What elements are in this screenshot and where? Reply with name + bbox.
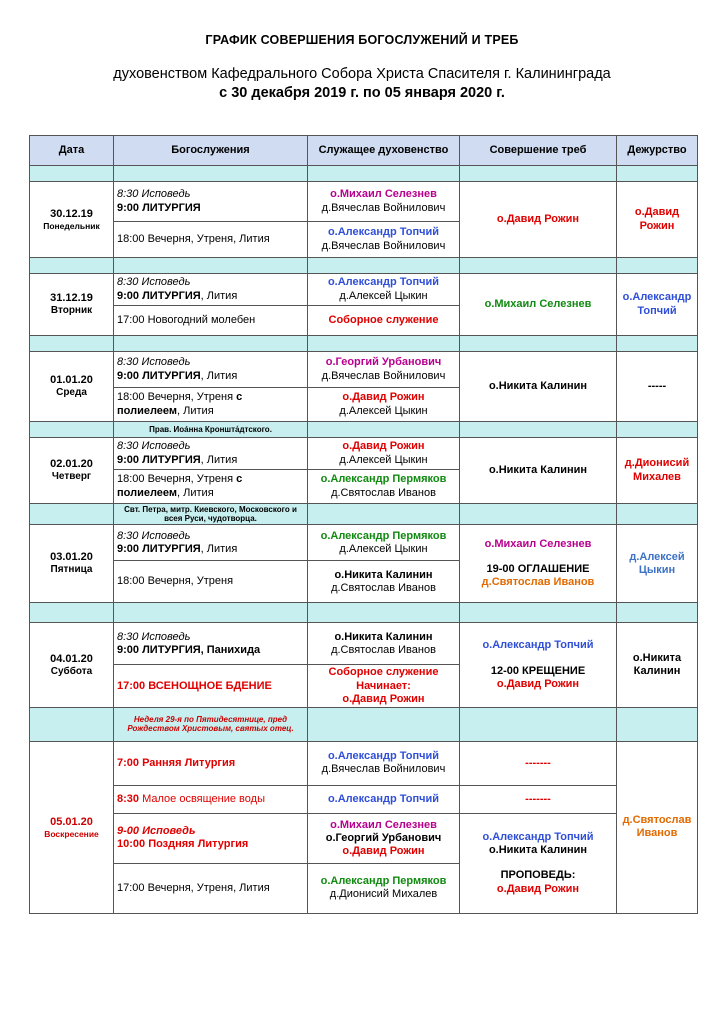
duty-cell: ----- — [617, 352, 698, 422]
col-duty-header: Дежурство — [617, 136, 698, 166]
treb-cell: о.Никита Калинин — [460, 438, 617, 504]
service-cell — [114, 438, 308, 470]
confession-time: 9-00 Исповедь — [117, 825, 196, 838]
confession-time: 8:30 Исповедь — [117, 356, 191, 369]
service-cell — [114, 741, 308, 785]
separator-row — [30, 504, 698, 525]
clergy-cell — [308, 623, 460, 665]
treb-priest: о.Александр Топчий — [482, 831, 594, 844]
separator-row — [30, 707, 698, 741]
treb-cell: о.Давид Рожин — [460, 182, 617, 258]
day-date-cell — [30, 623, 114, 708]
service-cell: 18:00 Вечерня, Утреня — [114, 561, 308, 603]
page-title: ГРАФИК СОВЕРШЕНИЯ БОГОСЛУЖЕНИЙ И ТРЕБ — [205, 33, 519, 47]
weekday: Воскресение — [44, 828, 99, 839]
day-row — [30, 785, 698, 813]
treb-cell: ------- — [460, 785, 617, 813]
clergy-cell: о.Александр Топчий — [308, 785, 460, 813]
treb-cell: ------- — [460, 741, 617, 785]
service-name: 9:00 ЛИТУРГИЯ — [117, 289, 201, 302]
date: 05.01.20 — [50, 815, 93, 828]
confession-time: 8:30 Исповедь — [117, 440, 191, 453]
deacon-name: д.Вячеслав Войнилович — [321, 763, 446, 776]
priest-name: о.Михаил Селезнев — [330, 818, 437, 831]
clergy-cell — [308, 274, 460, 306]
priest-name: о.Александр Пермяков — [320, 875, 447, 888]
priest-name: о.Александр Топчий — [327, 750, 440, 763]
service-name: 9:00 ЛИТУРГИЯ — [117, 453, 201, 466]
day-row — [30, 182, 698, 222]
date: 04.01.20 — [50, 652, 93, 665]
priest-name: о.Георгий Урбанович — [325, 831, 442, 844]
clergy-cell — [308, 182, 460, 222]
treb-officiant: о.Давид Рожин — [496, 677, 580, 690]
clergy-cell — [308, 470, 460, 504]
deacon-name: д.Алексей Цыкин — [339, 542, 428, 555]
service-text: 18:00 Вечерня, Утреня — [117, 391, 237, 404]
col-clergy-header: Служащее духовенство — [308, 136, 460, 166]
treb-cell — [460, 813, 617, 913]
clergy-cell — [308, 525, 460, 561]
service-line — [117, 290, 304, 303]
page-subtitle: духовенством Кафедрального Собора Христа Спасителя г. Калининграда — [113, 66, 611, 82]
confession-time: 8:30 Исповедь — [117, 188, 191, 201]
feast-note: Прав. Иоáнна Кроншта́дтского. — [114, 422, 308, 438]
header-row — [30, 136, 698, 166]
separator-row — [30, 422, 698, 438]
clergy-cell — [308, 352, 460, 388]
treb-cell: о.Михаил Селезнев — [460, 274, 617, 336]
treb-cell: о.Никита Калинин — [460, 352, 617, 422]
day-date-cell — [30, 525, 114, 603]
col-trebs-header: Совершение треб — [460, 136, 617, 166]
day-date-cell — [30, 741, 114, 913]
confession-time: 8:30 Исповедь — [117, 276, 191, 289]
weekday: Вторник — [50, 305, 93, 317]
clergy-cell — [308, 438, 460, 470]
separator-row — [30, 603, 698, 623]
service-cell: 18:00 Вечерня, Утреня, Лития — [114, 222, 308, 258]
service-cell: 17:00 Новогодний молебен — [114, 306, 308, 336]
duty-cell: о.Александр Топчий — [617, 274, 698, 336]
day-row — [30, 623, 698, 665]
service-name: 9:00 ЛИТУРГИЯ — [117, 201, 201, 214]
service-tail: , Лития — [200, 542, 238, 555]
service-cell — [114, 470, 308, 504]
service-cell — [114, 785, 308, 813]
service-tail: , Лития — [200, 453, 238, 466]
treb-priest: о.Михаил Селезнев — [484, 538, 592, 551]
priest-name: о.Александр Пермяков — [320, 473, 447, 486]
clergy-cell — [308, 863, 460, 913]
sermon-label: ПРОПОВЕДЬ: — [500, 869, 576, 882]
treb-deacon: д.Святослав Иванов — [481, 576, 595, 589]
service-name: 9:00 ЛИТУРГИЯ — [117, 542, 201, 555]
sermon-preacher: о.Давид Рожин — [496, 882, 580, 895]
service-name: Малое освящение воды — [139, 792, 265, 805]
priest-name: о.Георгий Урбанович — [325, 356, 442, 369]
treb-priest: о.Александр Топчий — [482, 639, 594, 652]
clergy-cell — [308, 665, 460, 708]
deacon-name: д.Вячеслав Войнилович — [321, 369, 446, 382]
priest-name: о.Давид Рожин — [342, 391, 425, 404]
service-name: 9:00 ЛИТУРГИЯ — [117, 369, 201, 382]
clergy-cell — [308, 222, 460, 258]
service-cell — [114, 352, 308, 388]
confession-time: 8:30 Исповедь — [117, 529, 191, 542]
service-name: 9:00 ЛИТУРГИЯ, Панихида — [117, 643, 261, 656]
weekday: Суббота — [50, 665, 93, 677]
date: 31.12.19 — [50, 291, 93, 304]
duty-cell: д.Алексей Цыкин — [617, 525, 698, 603]
service-cell — [114, 274, 308, 306]
separator-row — [30, 336, 698, 352]
treb-event: 19-00 ОГЛАШЕНИЕ — [486, 563, 590, 576]
duty-cell: д.Святослав Иванов — [617, 741, 698, 913]
treb-priest: о.Никита Калинин — [488, 844, 588, 857]
separator-row — [30, 258, 698, 274]
deacon-name: д.Вячеслав Войнилович — [321, 239, 446, 252]
service-line — [117, 454, 304, 467]
treb-event: 12-00 КРЕЩЕНИЕ — [490, 664, 586, 677]
day-row — [30, 525, 698, 561]
day-row — [30, 813, 698, 863]
weekday: Четверг — [51, 471, 92, 483]
day-row — [30, 438, 698, 470]
deacon-name: д.Вячеслав Войнилович — [321, 201, 446, 214]
weekday: Пятница — [50, 564, 93, 576]
clergy-line: о.Давид Рожин — [342, 692, 425, 705]
service-tail: , Лития — [200, 289, 238, 302]
date: 02.01.20 — [50, 457, 93, 470]
clergy-cell: Соборное служение — [308, 306, 460, 336]
service-cell — [114, 813, 308, 863]
service-cell: 17:00 ВСЕНОЩНОЕ БДЕНИЕ — [114, 665, 308, 708]
duty-cell: д.Дионисий Михалев — [617, 438, 698, 504]
weekday: Понедельник — [43, 221, 100, 231]
service-cell — [114, 388, 308, 422]
day-date-cell — [30, 352, 114, 422]
deacon-name: д.Алексей Цыкин — [339, 404, 428, 417]
day-date-cell — [30, 274, 114, 336]
clergy-cell — [308, 561, 460, 603]
day-row — [30, 274, 698, 306]
deacon-name: д.Дионисий Михалев — [329, 888, 438, 901]
service-bold: с полиелеем — [117, 473, 243, 499]
service-cell — [114, 623, 308, 665]
service-tail: , Лития — [200, 369, 238, 382]
service-tail: , Лития — [177, 404, 214, 417]
clergy-cell — [308, 388, 460, 422]
priest-name: о.Александр Топчий — [327, 226, 440, 239]
service-bold: с полиелеем — [117, 391, 243, 417]
service-time: 8:30 — [117, 792, 140, 805]
page-period: с 30 декабря 2019 г. по 05 января 2020 г. — [219, 85, 505, 101]
col-date-header: Дата — [30, 136, 114, 166]
date: 30.12.19 — [50, 207, 93, 220]
col-services-header: Богослужения — [114, 136, 308, 166]
duty-cell: о.Никита Калинин — [617, 623, 698, 708]
service-tail: , Лития — [177, 486, 214, 499]
priest-name: о.Давид Рожин — [342, 440, 425, 453]
day-row — [30, 352, 698, 388]
schedule-table — [29, 135, 698, 914]
day-date-cell — [30, 438, 114, 504]
clergy-cell — [308, 813, 460, 863]
feast-note: Неделя 29-я по Пятидесятнице, пред Рождеством Христовым, святых отец. — [114, 707, 308, 741]
service-text: 18:00 Вечерня, Утреня — [117, 473, 237, 486]
service-cell — [114, 182, 308, 222]
service-time: 7:00 — [117, 756, 140, 769]
day-date-cell — [30, 182, 114, 258]
service-line — [117, 370, 304, 383]
service-cell: 17:00 Вечерня, Утреня, Лития — [114, 863, 308, 913]
deacon-name: д.Алексей Цыкин — [339, 453, 428, 466]
date: 03.01.20 — [50, 551, 93, 564]
duty-cell: о.Давид Рожин — [617, 182, 698, 258]
treb-cell — [460, 623, 617, 708]
feast-note: Свт. Петра, митр. Киевского, Московского и всея Руси, чудотворца. — [114, 504, 308, 525]
priest-name: о.Давид Рожин — [342, 845, 425, 858]
priest-name: о.Никита Калинин — [334, 630, 433, 643]
deacon-name: д.Алексей Цыкин — [339, 289, 428, 302]
separator-row — [30, 166, 698, 182]
clergy-line: Соборное служение Начинает: — [328, 666, 439, 692]
deacon-name: д.Святослав Иванов — [331, 643, 436, 656]
service-name: Ранняя Литургия — [139, 756, 236, 769]
priest-name: о.Михаил Селезнев — [330, 188, 437, 201]
weekday: Среда — [56, 387, 87, 399]
priest-name: о.Никита Калинин — [334, 568, 433, 581]
deacon-name: д.Святослав Иванов — [331, 486, 436, 499]
service-name: 10:00 Поздняя Литургия — [117, 838, 249, 851]
service-cell — [114, 525, 308, 561]
treb-cell — [460, 525, 617, 603]
deacon-name: д.Святослав Иванов — [331, 581, 436, 594]
date: 01.01.20 — [50, 373, 93, 386]
day-row — [30, 741, 698, 785]
priest-name: о.Александр Топчий — [327, 276, 440, 289]
confession-time: 8:30 Исповедь — [117, 630, 191, 643]
service-line — [117, 543, 304, 556]
clergy-cell — [308, 741, 460, 785]
priest-name: о.Александр Пермяков — [320, 529, 447, 542]
